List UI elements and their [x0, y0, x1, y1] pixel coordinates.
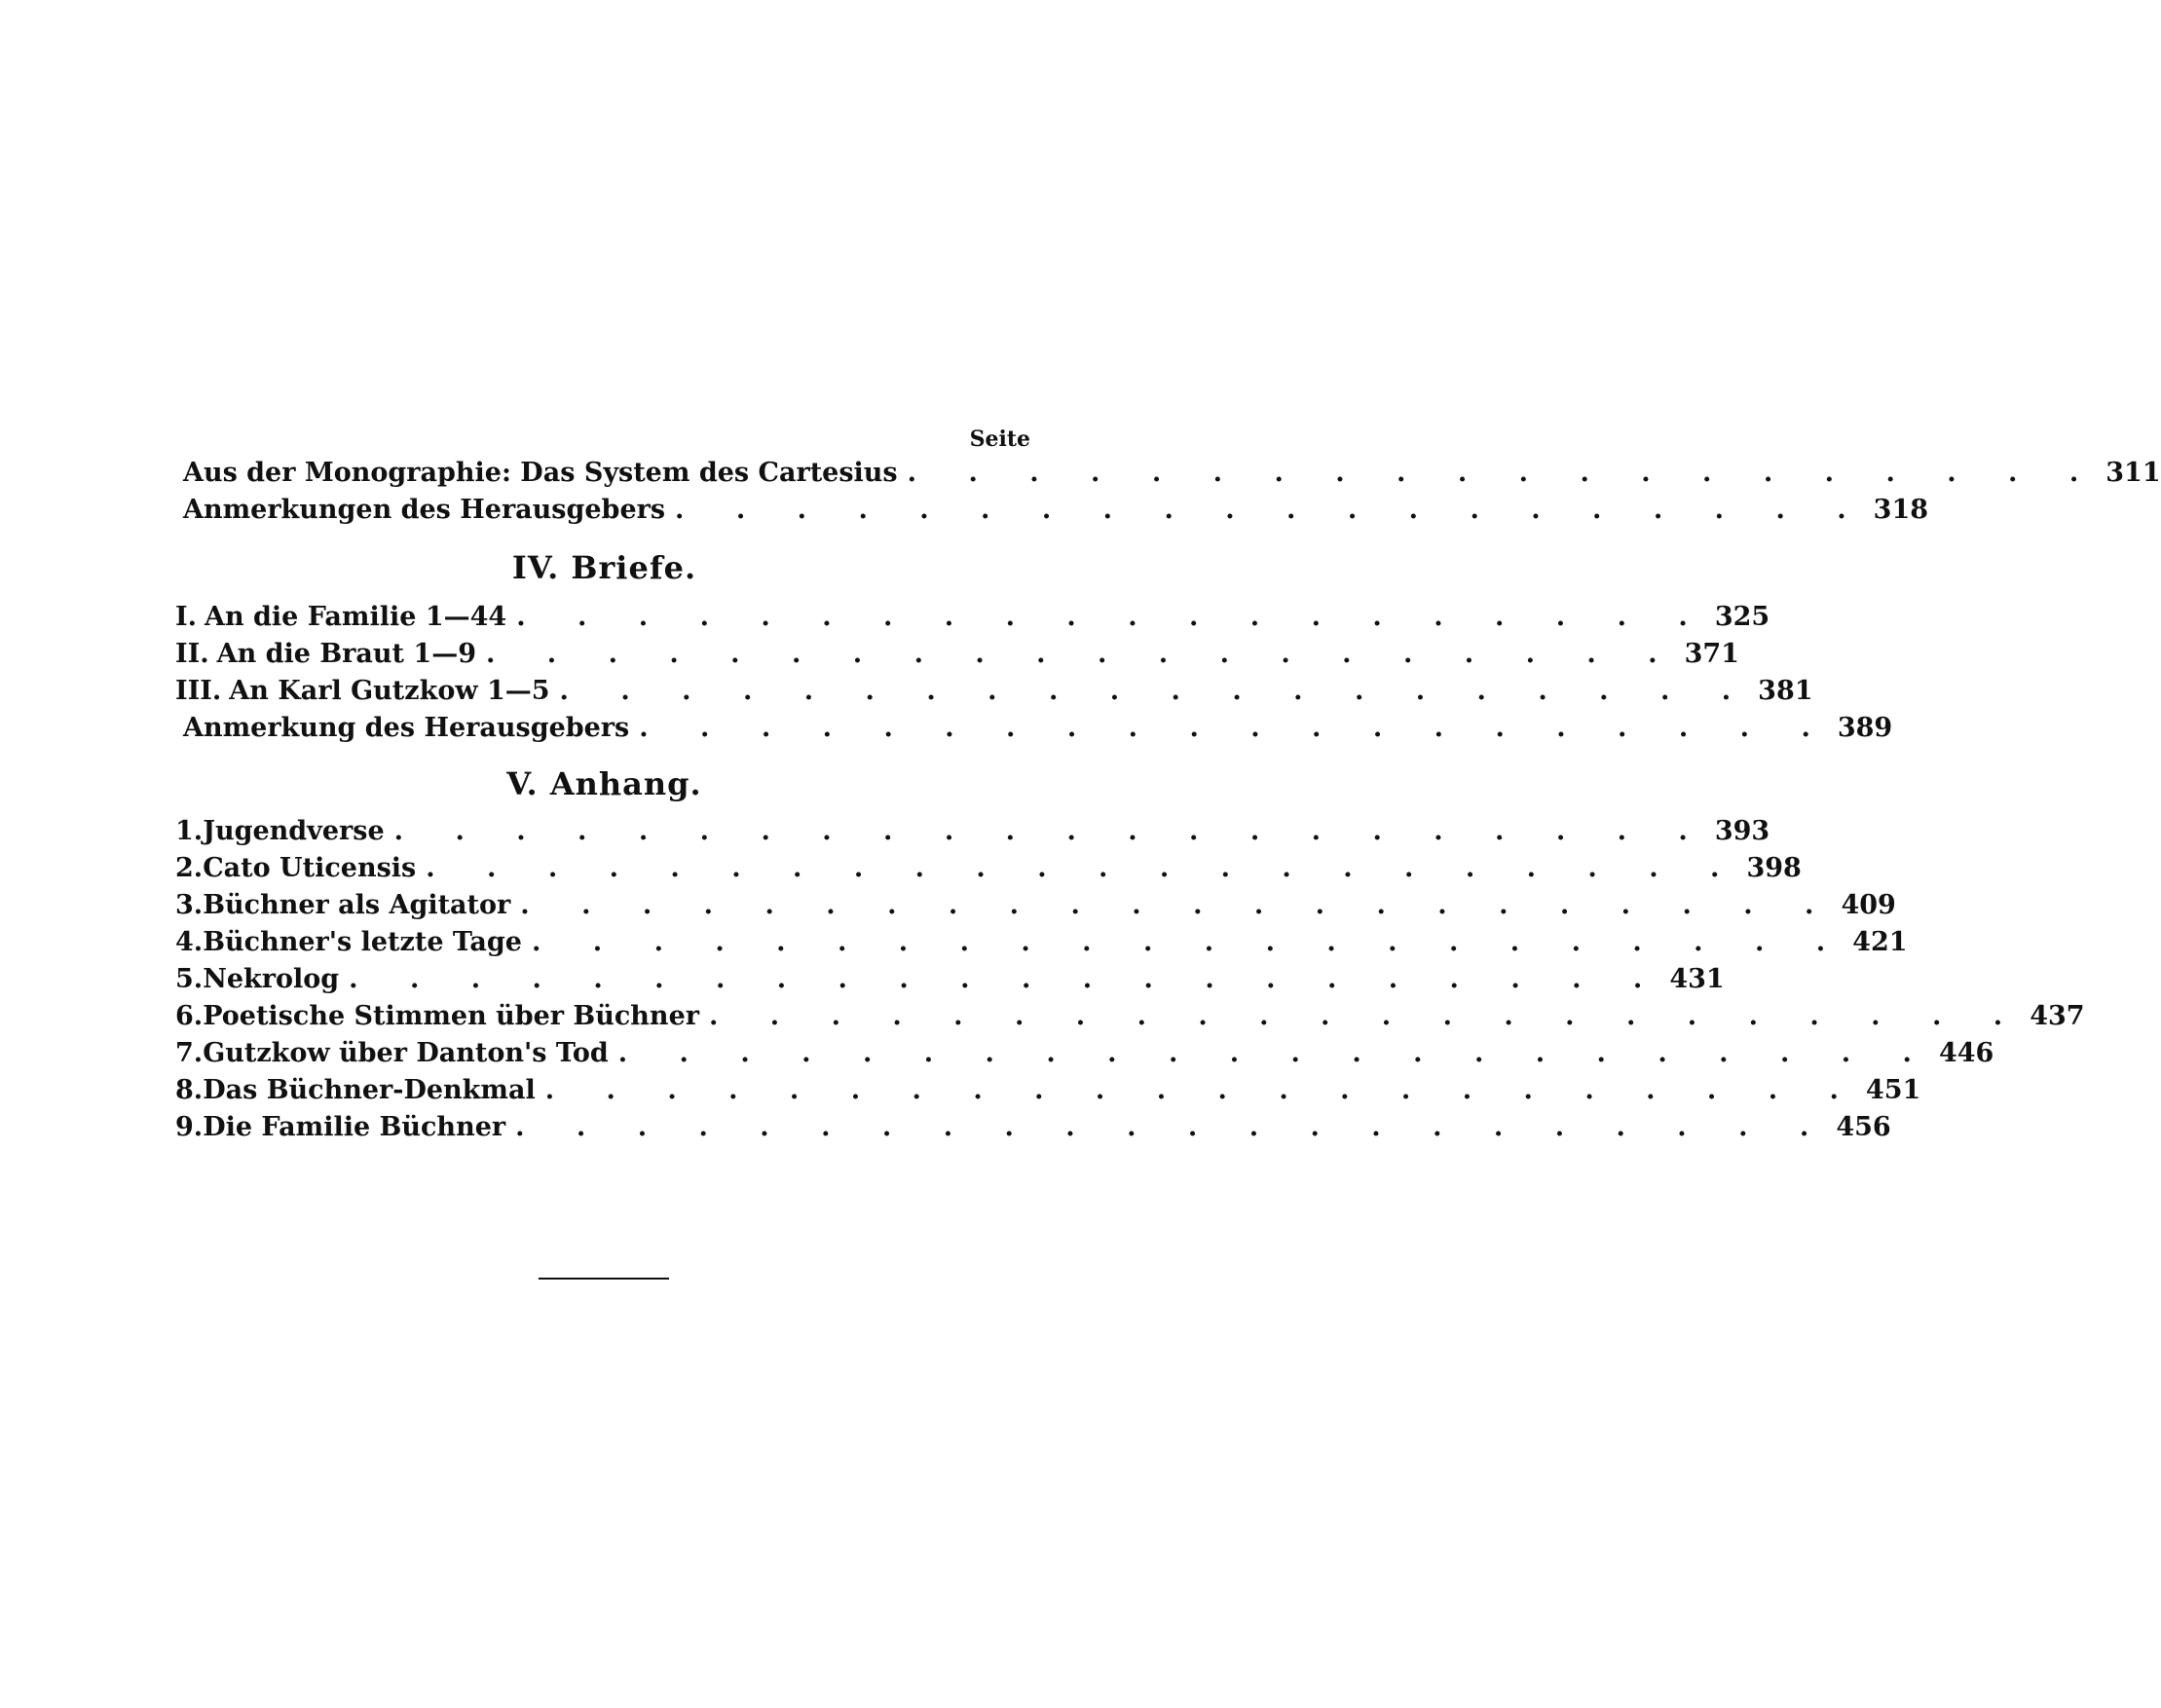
entry-title: Cato Uticensis: [203, 853, 417, 883]
entry-page-number: 421: [1852, 927, 1908, 957]
entry-page-number: 398: [1746, 853, 1802, 883]
entry-number: II.: [175, 639, 209, 669]
entry-number: 3.: [175, 890, 204, 920]
entry-number: 4.: [175, 927, 204, 957]
toc-entry: [175, 964, 1725, 1001]
entry-number: III.: [175, 676, 222, 706]
leader-dots: . . . . . . . . . . . . . . . . . . . . . .: [515, 1112, 1831, 1142]
leader-dots: . . . . . . . . . . . . . . . . . . . . . .: [349, 964, 1664, 994]
entry-page-number: 456: [1836, 1112, 1891, 1142]
leader-dots: . . . . . . . . . . . . . . . . . . . . . .: [544, 1075, 1860, 1105]
entry-title: Gutzkow über Danton's Tod: [203, 1038, 609, 1068]
section-heading-briefe: IV. Briefe.: [511, 549, 697, 586]
entry-number: 2.: [175, 853, 204, 883]
entry-title: Aus der Monographie: Das System des Cartesius: [183, 458, 898, 488]
toc-entry: [175, 927, 1908, 964]
closing-rule: [539, 1278, 669, 1280]
toc-entry: [175, 1001, 2085, 1038]
entry-title: Das Büchner-Denkmal: [203, 1075, 536, 1105]
entry-number: 8.: [175, 1075, 204, 1105]
entry-page-number: 318: [1873, 495, 1929, 525]
entry-page-number: 409: [1841, 890, 1896, 920]
entry-title: Büchner als Agitator: [203, 890, 511, 920]
toc-entry: [175, 1112, 1891, 1149]
toc-entry: [175, 676, 1813, 713]
toc-entry: [175, 1075, 1921, 1112]
entry-title: Nekrolog: [203, 964, 340, 994]
entry-number: 5.: [175, 964, 204, 994]
leader-dots: . . . . . . . . . . . . . . . . . . . .: [907, 458, 2101, 488]
leader-dots: . . . . . . . . . . . . . . . . . . . .: [639, 713, 1832, 743]
section-heading-anhang: V. Anhang.: [506, 765, 702, 802]
leader-dots: . . . . . . . . . . . . . . . . . . . .: [516, 602, 1709, 632]
toc-entry: [175, 713, 1893, 750]
entry-title: Büchner's letzte Tage: [203, 927, 522, 957]
entry-title: Poetische Stimmen über Büchner: [203, 1001, 699, 1031]
entry-title: Die Familie Büchner: [203, 1112, 506, 1142]
entry-page-number: 311: [2105, 458, 2161, 488]
page-column-label: Seite: [969, 427, 1030, 452]
entry-number: 1.: [175, 816, 204, 846]
toc-entry: [175, 495, 1929, 532]
leader-dots: . . . . . . . . . . . . . . . . . . . . . .: [617, 1038, 1933, 1068]
entry-title: Anmerkung des Herausgebers: [183, 713, 630, 743]
leader-dots: . . . . . . . . . . . . . . . . . . . .: [675, 495, 1868, 525]
entry-page-number: 381: [1758, 676, 1813, 706]
entry-page-number: 389: [1837, 713, 1893, 743]
leader-dots: . . . . . . . . . . . . . . . . . . . . . .: [393, 816, 1709, 846]
toc-entry: [175, 890, 1896, 927]
entry-title: Anmerkungen des Herausgebers: [183, 495, 666, 525]
entry-number: 9.: [175, 1112, 204, 1142]
leader-dots: . . . . . . . . . . . . . . . . . . . . . .: [531, 927, 1847, 957]
entry-title: An die Familie 1—44: [205, 602, 507, 632]
toc-entry: [175, 1038, 1994, 1075]
entry-title: Jugendverse: [203, 816, 385, 846]
toc-entry: [175, 458, 2161, 495]
entry-number: I.: [175, 602, 198, 632]
entry-page-number: 431: [1669, 964, 1725, 994]
leader-dots: . . . . . . . . . . . . . . . . . . . . . .: [520, 890, 1836, 920]
toc-entry: [175, 816, 1770, 853]
entry-number: 7.: [175, 1038, 204, 1068]
entry-title: An Karl Gutzkow 1—5: [229, 676, 550, 706]
entry-title: An die Braut 1—9: [216, 639, 476, 669]
toc-entry: [175, 639, 1739, 676]
toc-entry: [175, 602, 1770, 639]
entry-page-number: 437: [2030, 1001, 2085, 1031]
entry-page-number: 451: [1865, 1075, 1921, 1105]
leader-dots: . . . . . . . . . . . . . . . . . . . .: [485, 639, 1679, 669]
entry-page-number: 325: [1714, 602, 1770, 632]
leader-dots: . . . . . . . . . . . . . . . . . . . . . .: [708, 1001, 2025, 1031]
entry-number: 6.: [175, 1001, 204, 1031]
leader-dots: . . . . . . . . . . . . . . . . . . . .: [559, 676, 1753, 706]
toc-entry: [175, 853, 1802, 890]
entry-page-number: 393: [1714, 816, 1770, 846]
entry-page-number: 371: [1684, 639, 1739, 669]
leader-dots: . . . . . . . . . . . . . . . . . . . . . .: [426, 853, 1741, 883]
entry-page-number: 446: [1938, 1038, 1994, 1068]
